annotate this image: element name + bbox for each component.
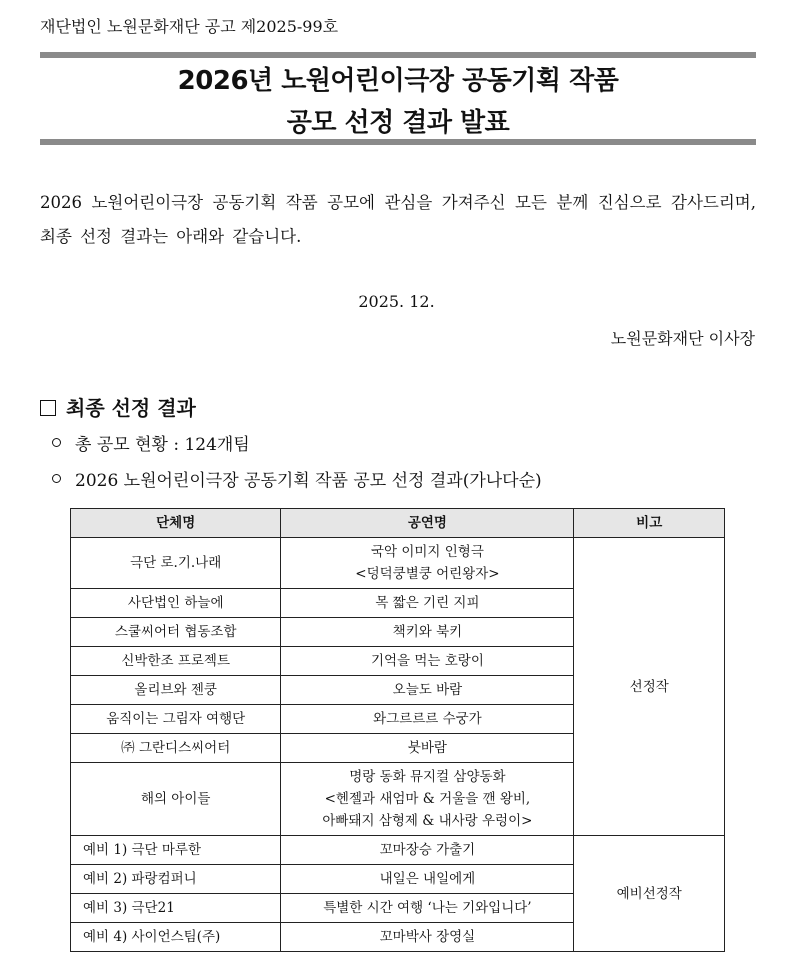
header-org: 단체명: [71, 509, 281, 538]
title-cell: [281, 923, 574, 952]
table-body: [71, 538, 725, 952]
title-bottom-rule: [40, 139, 756, 145]
circle-bullet-icon: [52, 474, 61, 483]
org-cell: 예비 4) 사이언스팀(주): [71, 923, 281, 952]
title-line: 국악 이미지 인형극: [370, 544, 484, 560]
title-line: 특별한 시간 여행 ‘나는 기와입니다’: [323, 900, 532, 916]
title-cell: [281, 894, 574, 923]
org-cell: 극단 로.기.나래: [71, 538, 281, 589]
title-box: [40, 52, 756, 145]
title-cell: [281, 705, 574, 734]
title-line: 와그르르르 수궁가: [373, 711, 482, 727]
title-line: 내일은 내일에게: [379, 871, 476, 887]
title-line: 붓바람: [407, 740, 447, 756]
org-cell: 신박한조 프로젝트: [71, 647, 281, 676]
org-cell: 해의 아이들: [71, 763, 281, 836]
bullet-result-heading: [52, 466, 542, 491]
circle-bullet-icon: [52, 438, 61, 447]
signer: 노원문화재단 이사장: [610, 329, 755, 348]
org-cell: 예비 3) 극단21: [71, 894, 281, 923]
notice-number: 재단법인 노원문화재단 공고 제2025-99호: [40, 17, 339, 36]
title-cell: [281, 538, 574, 589]
title-cell: [281, 589, 574, 618]
title-cell: [281, 618, 574, 647]
title-line: 명랑 동화 뮤지컬 삼양동화: [349, 769, 506, 785]
org-cell: ㈜ 그란디스씨어터: [71, 734, 281, 763]
bullet-text: 2026 노원어린이극장 공동기획 작품 공모 선정 결과(가나다순): [75, 471, 542, 491]
title-line: 아빠돼지 삼형제 & 내사랑 우렁이>: [322, 813, 533, 829]
bullet-text: 총 공모 현황 : 124개팀: [75, 435, 250, 455]
checkbox-square-icon: [40, 400, 56, 416]
header-title: 공연명: [281, 509, 574, 538]
title-line: 오늘도 바람: [392, 682, 463, 698]
title-cell: [281, 763, 574, 836]
announcement-date: 2025. 12.: [358, 292, 435, 311]
title-line-1: 2026년 노원어린이극장 공동기획 작품: [177, 66, 619, 96]
org-cell: 예비 1) 극단 마루한: [71, 836, 281, 865]
title-cell: [281, 676, 574, 705]
org-cell: 움직이는 그림자 여행단: [71, 705, 281, 734]
bullet-total-applications: [52, 430, 250, 455]
title-line: <헨젤과 새엄마 & 거울을 깬 왕비,: [324, 791, 531, 807]
org-cell: 스쿨씨어터 협동조합: [71, 618, 281, 647]
title-line: 꼬마장승 가출기: [379, 842, 476, 858]
title-cell: [281, 836, 574, 865]
header-note: 비고: [574, 509, 725, 538]
section-title-text: 최종 선정 결과: [66, 396, 196, 420]
note-selected: 선정작: [574, 538, 725, 836]
table-row: [71, 836, 725, 865]
title-line: 목 짧은 기린 지피: [375, 595, 480, 611]
title-cell: [281, 734, 574, 763]
intro-paragraph: 2026 노원어린이극장 공동기획 작품 공모에 관심을 가져주신 모든 분께 진심으로 감사드리며, 최종 선정 결과는 아래와 같습니다.: [40, 193, 756, 246]
org-cell: 예비 2) 파랑컴퍼니: [71, 865, 281, 894]
org-cell: 올리브와 젠쿵: [71, 676, 281, 705]
selection-result-table: [70, 508, 725, 952]
title-cell: [281, 865, 574, 894]
table-row: [71, 538, 725, 589]
title-line: 꼬마박사 장영실: [379, 929, 476, 945]
table-header-row: [71, 509, 725, 538]
title-line-2: 공모 선정 결과 발표: [286, 108, 510, 138]
org-cell: 사단법인 하늘에: [71, 589, 281, 618]
title-line: <덩덕쿵별쿵 어린왕자>: [355, 566, 500, 582]
section-title: [40, 392, 196, 421]
title-top-rule: [40, 52, 756, 58]
note-reserve: 예비선정작: [574, 836, 725, 952]
title-cell: [281, 647, 574, 676]
title-line: 기억을 먹는 호랑이: [370, 653, 484, 669]
title-line: 책키와 북키: [392, 624, 463, 640]
